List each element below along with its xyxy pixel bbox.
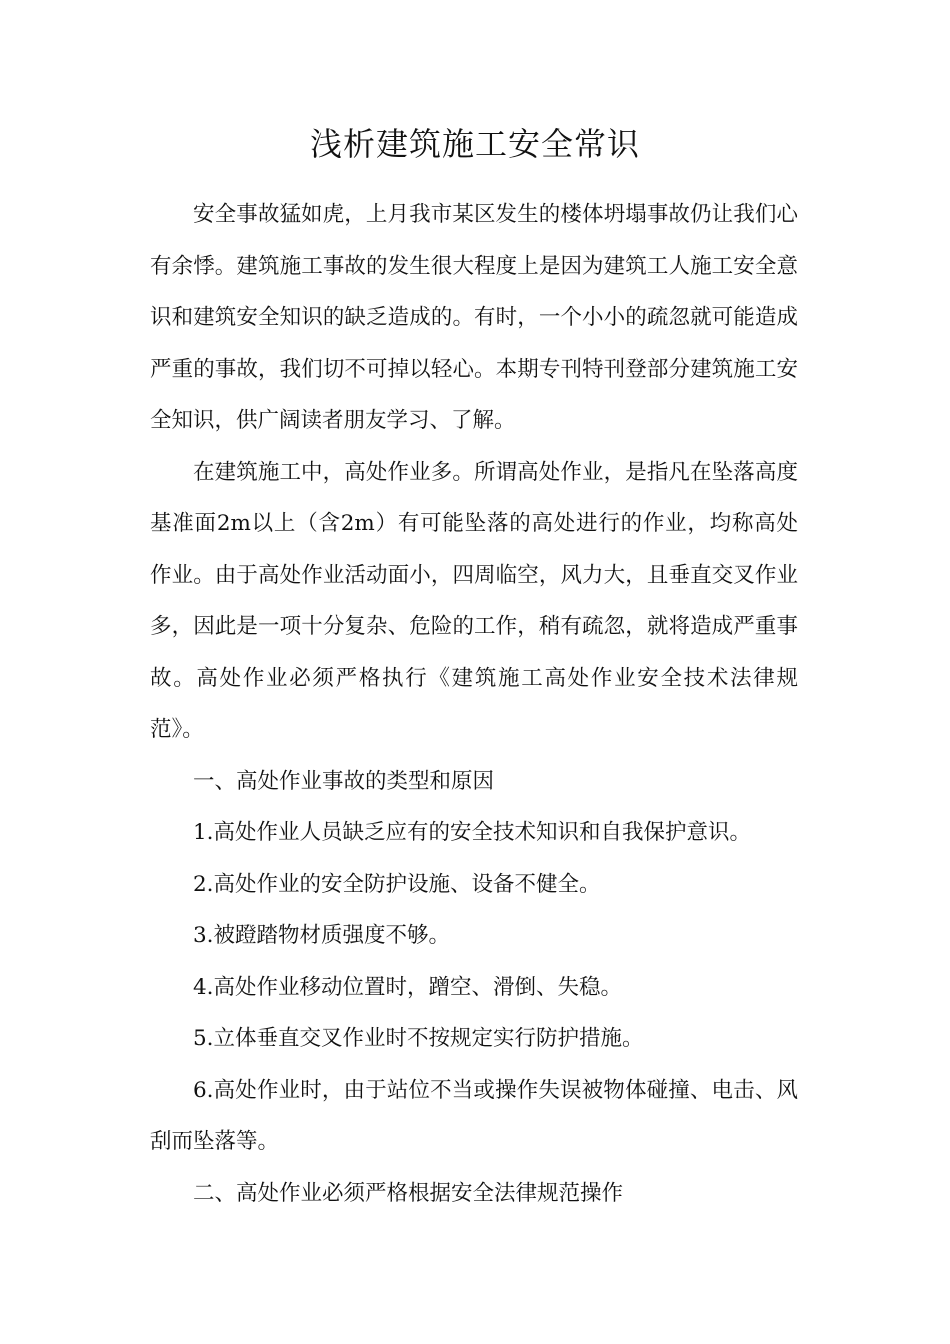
list-item-cause-6: 6.高处作业时，由于站位不当或操作失误被物体碰撞、电击、风刮而坠落等。 — [150, 1077, 798, 1154]
list-item-cause-2: 2.高处作业的安全防护设施、设备不健全。 — [193, 871, 601, 897]
list-item-cause-5: 5.立体垂直交叉作业时不按规定实行防护措施。 — [193, 1026, 644, 1051]
paragraph-high-altitude-definition: 在建筑施工中，高处作业多。所谓高处作业，是指凡在坠落高度基准面2m以上（含2m）有可能坠落的高处进行的作业，均称高处作业。由于高处作业活动面小，四周临空，风力大，且垂直交叉作业多，因此是一项十分复杂、危险的工作，稍有疏忽，就将造成严重事故。高处作业必须严格执行《建筑施工高处作业安全技术法律规范》。 — [150, 459, 798, 742]
paragraph-intro: 安全事故猛如虎，上月我市某区发生的楼体坍塌事故仍让我们心有余悸。建筑施工事故的发生很大程度上是因为建筑工人施工安全意识和建筑安全知识的缺乏造成的。有时，一个小小的疏忽就可能造成严重的事故，我们切不可掉以轻心。本期专刊特刊登部分建筑施工安全知识，供广阔读者朋友学习、了解。 — [150, 202, 798, 433]
section-heading-accident-types: 一、高处作业事故的类型和原因 — [193, 768, 495, 794]
list-item-cause-1: 1.高处作业人员缺乏应有的安全技术知识和自我保护意识。 — [193, 820, 752, 845]
document-body — [150, 189, 798, 1219]
section-heading-safety-rules: 二、高处作业必须严格根据安全法律规范操作 — [193, 1180, 624, 1206]
list-item-cause-4: 4.高处作业移动位置时，蹭空、滑倒、失稳。 — [193, 974, 623, 1000]
document-title: 浅析建筑施工安全常识 — [309, 125, 640, 163]
list-item-cause-3: 3.被蹬踏物材质强度不够。 — [193, 923, 451, 948]
